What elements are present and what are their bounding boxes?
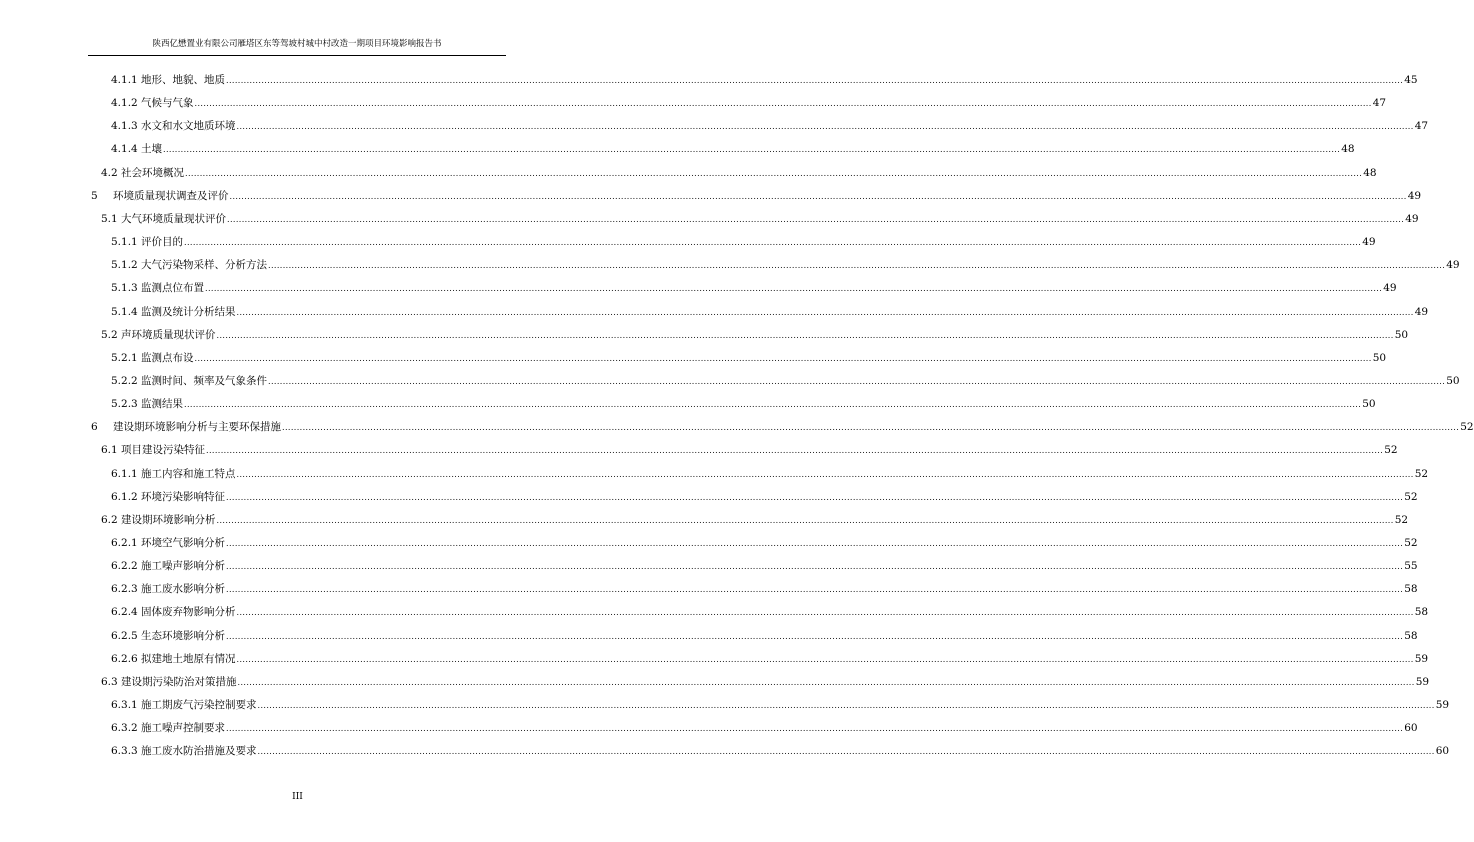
toc-entry[interactable]	[111, 281, 1397, 295]
toc-entry-number: 5.1	[101, 212, 118, 225]
toc-leader-dots: ................................................................................................................................................................................................................................................................................................................................................................................................................	[205, 284, 1383, 294]
toc-entry[interactable]	[111, 467, 1429, 481]
toc-entry-title: 环境空气影响分析	[141, 537, 225, 549]
toc-entry[interactable]	[91, 420, 1474, 434]
toc-entry-title: 地形、地貌、地质	[141, 74, 225, 86]
toc-entry-page: 58	[1404, 629, 1418, 642]
toc-leader-dots: ................................................................................................................................................................................................................................................................................................................................................................................................................	[194, 99, 1372, 109]
toc-entry-number: 4.1.4	[111, 143, 138, 156]
toc-entry[interactable]	[101, 443, 1398, 457]
toc-leader-dots: ................................................................................................................................................................................................................................................................................................................................................................................................................	[216, 330, 1394, 340]
toc-leader-dots: ................................................................................................................................................................................................................................................................................................................................................................................................................	[226, 539, 1404, 548]
toc-entry-page: 50	[1362, 398, 1376, 411]
toc-entry-number: 5.1.2	[111, 259, 138, 272]
toc-entry-number: 5	[91, 189, 98, 202]
toc-entry[interactable]	[111, 559, 1418, 573]
toc-entry[interactable]	[111, 305, 1429, 319]
toc-leader-dots: ................................................................................................................................................................................................................................................................................................................................................................................................................	[229, 191, 1407, 201]
toc-entry-number: 4.1.2	[111, 97, 138, 110]
toc-entry-number: 4.2	[101, 166, 118, 179]
toc-leader-dots: ................................................................................................................................................................................................................................................................................................................................................................................................................	[268, 261, 1446, 271]
toc-entry-page: 50	[1446, 374, 1460, 387]
toc-leader-dots: ................................................................................................................................................................................................................................................................................................................................................................................................................	[184, 238, 1362, 248]
toc-entry-title: 施工噪声影响分析	[141, 560, 225, 573]
toc-entry-page: 49	[1383, 282, 1397, 295]
toc-entry[interactable]	[101, 328, 1409, 342]
page-number: III	[292, 792, 303, 802]
toc-entry[interactable]	[101, 675, 1430, 689]
toc-entry-page: 52	[1414, 467, 1429, 480]
toc-leader-dots: ................................................................................................................................................................................................................................................................................................................................................................................................................	[226, 492, 1404, 502]
toc-entry-title: 监测结果	[141, 398, 183, 411]
toc-entry-page: 49	[1446, 259, 1460, 272]
toc-entry-number: 6.2.5	[111, 629, 138, 642]
toc-entry-title: 监测时间、频率及气象条件	[141, 374, 267, 387]
toc-entry[interactable]	[101, 513, 1409, 527]
toc-entry-page: 52	[1460, 421, 1474, 434]
toc-entry-page: 60	[1435, 745, 1450, 758]
toc-leader-dots: ................................................................................................................................................................................................................................................................................................................................................................................................................	[236, 469, 1414, 479]
toc-entry-page: 52	[1404, 490, 1418, 503]
toc-leader-dots: ................................................................................................................................................................................................................................................................................................................................................................................................................	[226, 562, 1404, 572]
toc-entry-page: 59	[1415, 675, 1430, 688]
toc-entry-title: 监测点布设	[141, 351, 194, 364]
toc-entry-title: 固体废弃物影响分析	[141, 606, 236, 619]
toc-entry-number: 4.1.3	[111, 120, 138, 133]
toc-entry-title: 大气污染物采样、分析方法	[141, 259, 267, 272]
toc-leader-dots: ................................................................................................................................................................................................................................................................................................................................................................................................................	[185, 168, 1363, 178]
toc-leader-dots: ................................................................................................................................................................................................................................................................................................................................................................................................................	[206, 446, 1384, 456]
toc-leader-dots: ................................................................................................................................................................................................................................................................................................................................................................................................................	[227, 214, 1405, 224]
toc-leader-dots: ................................................................................................................................................................................................................................................................................................................................................................................................................	[236, 654, 1414, 664]
toc-entry[interactable]	[111, 142, 1355, 156]
toc-entry-page: 47	[1414, 120, 1429, 133]
toc-entry-title: 社会环境概况	[121, 166, 184, 179]
toc-leader-dots: ................................................................................................................................................................................................................................................................................................................................................................................................................	[282, 423, 1460, 433]
toc-entry-number: 6	[91, 421, 98, 434]
toc-entry-number: 6.3.3	[111, 745, 138, 758]
toc-entry[interactable]	[111, 582, 1418, 596]
toc-entry-number: 6.2	[101, 513, 118, 526]
toc-entry-page: 55	[1404, 560, 1418, 573]
toc-leader-dots: ................................................................................................................................................................................................................................................................................................................................................................................................................	[226, 585, 1404, 595]
toc-entry-number: 5.1.3	[111, 282, 138, 295]
toc-entry-page: 52	[1404, 537, 1418, 549]
toc-entry-number: 6.2.3	[111, 583, 138, 596]
toc-entry-title: 大气环境质量现状评价	[121, 212, 226, 225]
toc-entry-page: 59	[1414, 652, 1429, 665]
toc-entry-title: 施工废水影响分析	[141, 583, 225, 596]
toc-entry-page: 60	[1404, 722, 1418, 735]
toc-leader-dots: ................................................................................................................................................................................................................................................................................................................................................................................................................	[236, 307, 1414, 317]
toc-entry-title: 建设期污染防治对策措施	[121, 675, 237, 688]
toc-entry[interactable]	[111, 374, 1460, 388]
toc-leader-dots: ................................................................................................................................................................................................................................................................................................................................................................................................................	[226, 631, 1404, 641]
toc-entry-title: 施工噪声控制要求	[141, 722, 225, 735]
toc-entry-page: 49	[1407, 189, 1422, 202]
toc-entry-page: 50	[1394, 328, 1409, 341]
toc-entry-title: 水文和水文地质环境	[141, 120, 236, 133]
toc-entry[interactable]	[111, 629, 1418, 643]
toc-entry[interactable]	[111, 235, 1376, 249]
toc-entry[interactable]	[111, 744, 1450, 758]
toc-entry-number: 5.2.1	[111, 351, 138, 364]
toc-leader-dots: ................................................................................................................................................................................................................................................................................................................................................................................................................	[226, 76, 1404, 85]
toc-entry-number: 6.1	[101, 444, 118, 457]
toc-entry-page: 52	[1394, 513, 1409, 526]
toc-entry-number: 6.3.1	[111, 699, 138, 712]
toc-leader-dots: ................................................................................................................................................................................................................................................................................................................................................................................................................	[216, 515, 1394, 525]
toc-entry-title: 建设期环境影响分析与主要环保措施	[113, 421, 281, 434]
toc-entry-title: 环境质量现状调查及评价	[113, 189, 229, 202]
toc-entry[interactable]	[111, 397, 1376, 411]
toc-entry-page: 58	[1404, 583, 1418, 596]
toc-entry-number: 6.3.2	[111, 722, 138, 735]
toc-leader-dots: ................................................................................................................................................................................................................................................................................................................................................................................................................	[236, 122, 1414, 132]
toc-leader-dots: ................................................................................................................................................................................................................................................................................................................................................................................................................	[163, 145, 1341, 155]
toc-entry-page: 49	[1405, 212, 1419, 225]
toc-entry-number: 5.2.2	[111, 374, 138, 387]
toc-entry-page: 50	[1372, 351, 1387, 364]
toc-entry-page: 48	[1341, 143, 1355, 156]
toc-entry-page: 58	[1414, 606, 1429, 619]
toc-entry-number: 5.2	[101, 328, 118, 341]
toc-entry[interactable]	[101, 166, 1377, 180]
toc-entry-title: 土壤	[141, 143, 162, 156]
toc-entry-number: 5.1.4	[111, 305, 138, 318]
toc-entry-number: 6.3	[101, 675, 118, 688]
toc-entry[interactable]	[111, 652, 1429, 666]
toc-entry-page: 47	[1372, 97, 1387, 110]
toc-entry[interactable]	[111, 96, 1387, 110]
toc-entry-title: 施工内容和施工特点	[141, 467, 236, 480]
toc-entry-number: 6.1.1	[111, 467, 138, 480]
toc-entry-page: 49	[1414, 305, 1429, 318]
toc-entry[interactable]	[111, 119, 1429, 133]
toc-entry[interactable]	[111, 258, 1460, 272]
toc-entry[interactable]	[111, 536, 1418, 550]
toc-leader-dots: ................................................................................................................................................................................................................................................................................................................................................................................................................	[257, 701, 1435, 711]
toc-entry-title: 评价目的	[141, 236, 183, 249]
toc-entry[interactable]	[101, 212, 1419, 226]
toc-entry-title: 拟建地土地原有情况	[141, 652, 236, 665]
toc-entry-title: 环境污染影响特征	[141, 490, 225, 503]
toc-entry-page: 45	[1404, 74, 1418, 86]
toc-leader-dots: ................................................................................................................................................................................................................................................................................................................................................................................................................	[194, 353, 1372, 363]
toc-entry-title: 施工期废气污染控制要求	[141, 699, 257, 712]
toc-entry-title: 施工废水防治措施及要求	[141, 745, 257, 758]
toc-leader-dots: ................................................................................................................................................................................................................................................................................................................................................................................................................	[257, 747, 1435, 757]
toc-entry[interactable]	[111, 698, 1450, 712]
toc-entry[interactable]	[111, 351, 1387, 365]
toc-entry-number: 5.2.3	[111, 398, 138, 411]
toc-entry-title: 项目建设污染特征	[121, 444, 205, 457]
toc-entry-number: 6.2.6	[111, 652, 138, 665]
toc-entry-page: 59	[1435, 699, 1450, 712]
toc-entry-page: 52	[1384, 444, 1398, 457]
toc-entry-title: 气候与气象	[141, 97, 194, 110]
toc-leader-dots: ................................................................................................................................................................................................................................................................................................................................................................................................................	[268, 376, 1446, 386]
toc-entry[interactable]	[91, 189, 1422, 203]
toc-entry-title: 监测点位布置	[141, 282, 204, 295]
toc-entry[interactable]	[111, 73, 1418, 87]
toc-entry-page: 49	[1362, 236, 1376, 249]
running-header: 陕西亿懋置业有限公司雁塔区东等驾坡村城中村改造一期项目环境影响报告书	[152, 39, 442, 49]
toc-entry-title: 监测及统计分析结果	[141, 305, 236, 318]
toc-entry-number: 4.1.1	[111, 74, 138, 86]
toc-leader-dots: ................................................................................................................................................................................................................................................................................................................................................................................................................	[226, 724, 1404, 734]
toc-entry-title: 生态环境影响分析	[141, 629, 225, 642]
toc-entry-number: 5.1.1	[111, 236, 138, 249]
toc-entry-number: 6.1.2	[111, 490, 138, 503]
toc-leader-dots: ................................................................................................................................................................................................................................................................................................................................................................................................................	[237, 677, 1415, 687]
toc-entry-title: 声环境质量现状评价	[121, 328, 216, 341]
toc-entry[interactable]	[111, 605, 1429, 619]
toc-entry-number: 6.2.2	[111, 560, 138, 573]
toc-entry-number: 6.2.1	[111, 537, 138, 549]
toc-entry[interactable]	[111, 721, 1418, 735]
toc-entry-title: 建设期环境影响分析	[121, 513, 216, 526]
toc-leader-dots: ................................................................................................................................................................................................................................................................................................................................................................................................................	[184, 400, 1362, 410]
toc-leader-dots: ................................................................................................................................................................................................................................................................................................................................................................................................................	[236, 608, 1414, 618]
toc-entry-page: 48	[1363, 166, 1377, 179]
toc-entry-number: 6.2.4	[111, 606, 138, 619]
toc-entry[interactable]	[111, 490, 1418, 504]
